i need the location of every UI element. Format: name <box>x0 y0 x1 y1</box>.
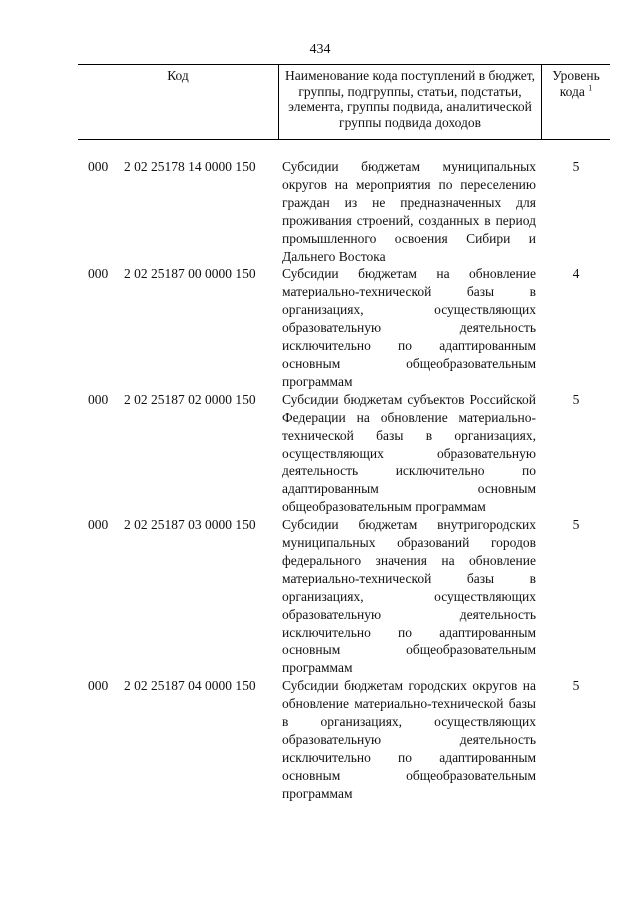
row-level: 4 <box>572 266 580 282</box>
header-level-text: Уровень код <box>552 68 600 99</box>
row-prefix: 000 <box>88 159 109 174</box>
row-level: 5 <box>572 391 580 407</box>
row-name: Субсидии бюджетам внутригородских муниципальных образований городов федерального значения на обновление материально-технической базы в организациях, осуществляющих образовательную деятельность исключительно по адаптированным основным общеобразовательным программам <box>282 517 536 676</box>
table-row <box>78 158 610 265</box>
table-header <box>78 64 610 140</box>
header-level <box>542 65 610 139</box>
header-name: Наименование кода поступлений в бюджет, группы, подгруппы, статьи, подстатьи, элемента, группы подвида, аналитической группы подвида доходов <box>278 65 542 139</box>
row-level: 5 <box>572 678 580 694</box>
row-name: Субсидии бюджетам городских округов на обновление материально-технической базы в организациях, осуществляющих образовательную деятельность исключительно по адаптированным основным общеобразовательным программам <box>282 678 536 801</box>
table-row <box>78 516 610 677</box>
row-name: Субсидии бюджетам муниципальных округов на мероприятия по переселению граждан из не предназначенных для проживания строений, созданных в период промышленного освоения Сибири и Дальнего Востока <box>282 159 536 264</box>
level-footnote-mark: 1 <box>588 83 593 92</box>
page-number: 434 <box>309 42 331 57</box>
row-code: 2 02 25187 04 0000 150 <box>124 678 256 694</box>
row-level: 5 <box>572 159 580 174</box>
row-name: Субсидии бюджетам субъектов Российской Федерации на обновление материально-технической базы в организациях, осуществляющих образовательную деятельность исключительно по адаптированным основным общеобразовательным программам <box>282 391 536 515</box>
row-code: 2 02 25187 03 0000 150 <box>124 517 256 533</box>
row-prefix: 000 <box>88 678 109 694</box>
row-prefix: 000 <box>88 391 109 407</box>
table-body <box>78 158 610 803</box>
row-name: Субсидии бюджетам на обновление материально-технической базы в организациях, осуществляющих образовательную деятельность исключительно по адаптированным основным общеобразовательным программам <box>282 266 536 389</box>
row-prefix: 000 <box>88 266 109 282</box>
row-code: 2 02 25187 00 0000 150 <box>124 266 256 282</box>
row-prefix: 000 <box>88 517 109 533</box>
row-level: 5 <box>572 517 580 533</box>
row-code: 2 02 25187 02 0000 150 <box>124 391 256 407</box>
row-code: 2 02 25178 14 0000 150 <box>124 159 256 174</box>
table-row <box>78 265 610 390</box>
header-level-text-end: а <box>578 83 585 99</box>
table-row <box>78 677 610 802</box>
table-row <box>78 391 610 516</box>
header-code: Код <box>167 68 189 83</box>
